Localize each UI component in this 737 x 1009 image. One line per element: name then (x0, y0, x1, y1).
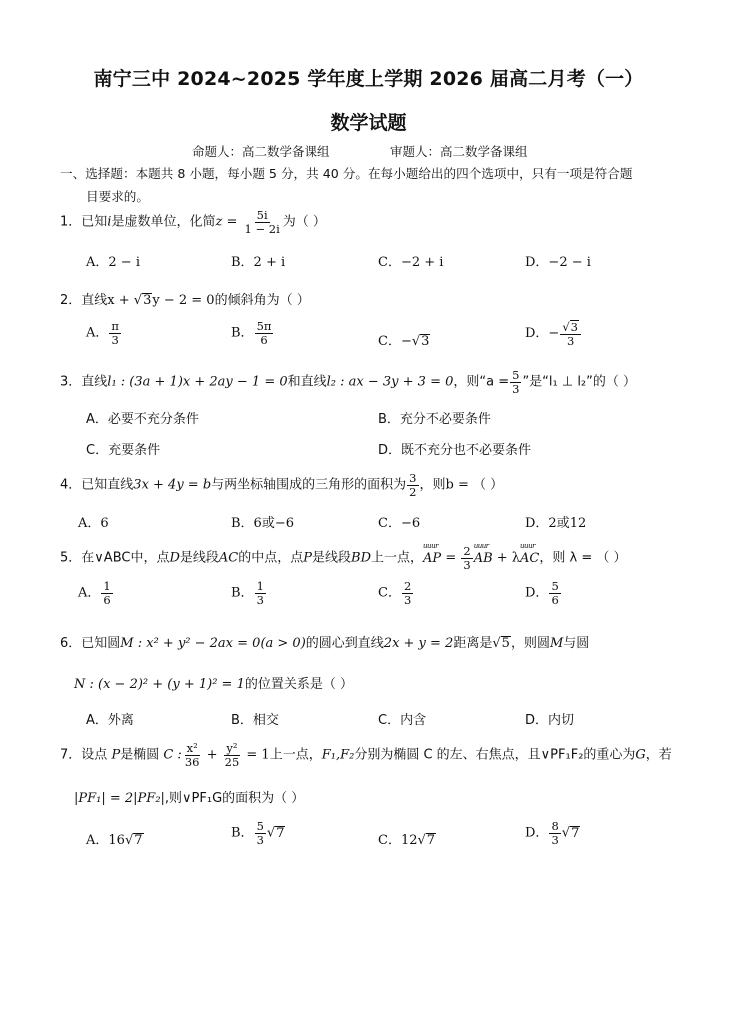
q3-option-a[interactable]: A．必要不充分条件 (86, 412, 199, 427)
q2-option-d[interactable]: D．− $\frac{√3}{3}$ (525, 320, 582, 347)
q5-option-a[interactable]: A． $\frac{1}{6}$ (78, 579, 111, 607)
q3-option-d[interactable]: D．既不充分也不必要条件 (378, 443, 532, 458)
question-4: 4．已知直线3x + 4y = b与两坐标轴围成的三角形的面积为 $\frac{3}{2}$ ，则b = （ ） (60, 471, 504, 499)
q2-option-c[interactable]: C．−√3 (378, 334, 430, 349)
q6-option-b[interactable]: B．相交 (231, 713, 279, 728)
question-2: 2．直线x + √3y − 2 = 0的倾斜角为（ ） (60, 293, 310, 308)
question-1: 1．已知i是虚数单位，化简z = $\frac{5i}{1 - 2i}$ 为（ ） (60, 208, 326, 236)
q1-number: 1． (60, 214, 82, 230)
q7-option-c[interactable]: C．12√7 (378, 833, 436, 848)
q5-option-c[interactable]: C． $\frac{2}{3}$ (378, 579, 412, 607)
q3-option-b[interactable]: B．充分不必要条件 (378, 412, 491, 427)
reviewer-credit: 审题人：高二数学备课组 (390, 144, 528, 159)
question-3: 3．直线l₁ : (3a + 1)x + 2ay − 1 = 0和直线l₂ : ax − 3y + 3 = 0，则“a = $\frac{5}{3}$ ”是“l₁ ⊥ l₂”的（ ） (60, 368, 637, 396)
q2-option-b[interactable]: B． $\frac{5\pi}{6}$ (231, 319, 272, 347)
q6-option-d[interactable]: D．内切 (525, 713, 575, 728)
section-heading: 一、选择题：本题共 8 小题，每小题 5 分，共 40 分。在每小题给出的四个选项中，只有一项是符合题 (60, 166, 633, 181)
q5-option-b[interactable]: B． $\frac{1}{3}$ (231, 579, 264, 607)
question-5: 5．在∨ABC中，点D是线段AC的中点，点P是线段BD上一点，uuur AP = $\frac{2}{3}$ uuur AB + λuuur AC，则 λ = （ ） (60, 545, 627, 571)
q1-option-d[interactable]: D．−2 − i (525, 255, 591, 270)
q4-option-b[interactable]: B．6或−6 (231, 516, 294, 531)
question-7: 7．设点 P是椭圆 C : $\frac{\text{x²}}{36}$ + $\frac{\text{y²}}{25}$ = 1上一点，F₁,F₂分别为椭圆 C 的左、右焦点，且∨PF₁F₂的重心为G，若 (60, 741, 672, 769)
q7-option-d[interactable]: D． $\frac{8}{3}$ √7 (525, 819, 580, 847)
q7-option-a[interactable]: A．16√7 (86, 833, 143, 848)
q4-option-c[interactable]: C．−6 (378, 516, 421, 531)
question-6: 6．已知圆M : x² + y² − 2ax = 0(a > 0)的圆心到直线2x + y = 2距离是√5，则圆M与圆 (60, 636, 590, 651)
q1-option-c[interactable]: C．−2 + i (378, 255, 444, 270)
q6-option-a[interactable]: A．外离 (86, 713, 134, 728)
q4-option-a[interactable]: A．6 (78, 516, 109, 531)
q5-option-d[interactable]: D． $\frac{5}{6}$ (525, 579, 559, 607)
q1-option-b[interactable]: B．2 + i (231, 255, 286, 270)
question-7-line2: |PF₁| = 2|PF₂|,则∨PF₁G的面积为（ ） (74, 791, 305, 806)
q1-option-a[interactable]: A．2 − i (86, 255, 140, 270)
q4-option-d[interactable]: D．2或12 (525, 516, 587, 531)
q1-fraction: $\frac{5i}{1 - 2i}$ (244, 208, 280, 236)
page-title: 南宁三中 2024~2025 学年度上学期 2026 届高二月考（一） (93, 68, 644, 90)
question-6-line2: N : (x − 2)² + (y + 1)² = 1的位置关系是（ ） (74, 677, 353, 692)
q3-option-c[interactable]: C．充要条件 (86, 443, 161, 458)
section-heading-cont: 目要求的。 (86, 189, 149, 204)
page-subtitle: 数学试题 (330, 112, 407, 134)
q7-option-b[interactable]: B． $\frac{5}{3}$ √7 (231, 819, 285, 847)
setter-credit: 命题人：高二数学备课组 (192, 144, 330, 159)
q6-option-c[interactable]: C．内含 (378, 713, 427, 728)
q2-option-a[interactable]: A． $\frac{\pi}{3}$ (86, 319, 119, 347)
